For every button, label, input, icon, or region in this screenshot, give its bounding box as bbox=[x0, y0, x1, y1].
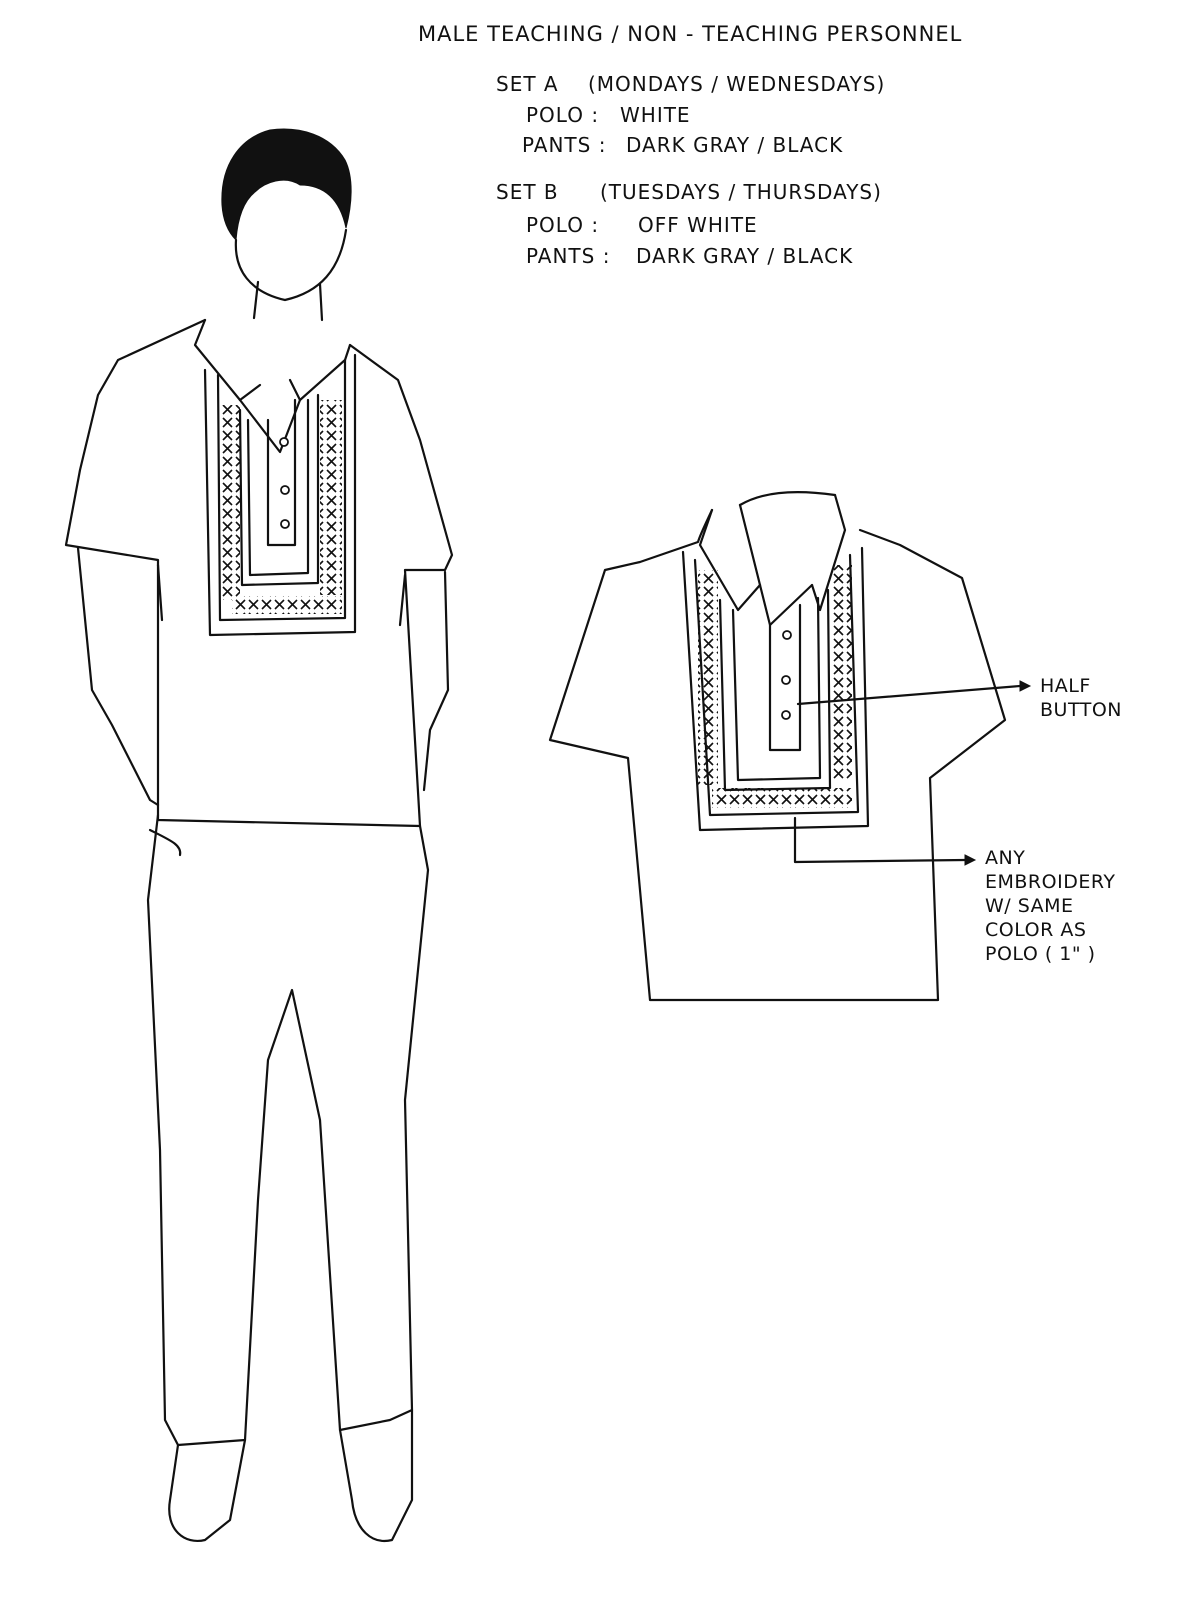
embroidery-line-1: ANY bbox=[985, 847, 1026, 869]
set-b-polo-value: OFF WHITE bbox=[638, 213, 758, 237]
set-b-heading: SET B bbox=[496, 180, 559, 204]
half-button-line-2: BUTTON bbox=[1040, 699, 1122, 721]
embroidery-line-4: COLOR AS bbox=[985, 919, 1087, 941]
embroidery-line-5: POLO ( 1" ) bbox=[985, 943, 1096, 965]
set-a-pants-value: DARK GRAY / BLACK bbox=[626, 133, 844, 157]
half-button-line-1: HALF bbox=[1040, 675, 1091, 697]
set-a-pants-label: PANTS : bbox=[522, 133, 607, 157]
page-title: MALE TEACHING / NON - TEACHING PERSONNEL bbox=[418, 22, 963, 46]
polo-detail bbox=[550, 492, 1030, 1000]
hair bbox=[222, 129, 351, 240]
full-figure bbox=[66, 129, 452, 1541]
embroidery-line-2: EMBROIDERY bbox=[985, 871, 1116, 893]
set-a-polo-value: WHITE bbox=[620, 103, 691, 127]
set-b-days: (TUESDAYS / THURSDAYS) bbox=[600, 180, 882, 204]
embroidery-line-3: W/ SAME bbox=[985, 895, 1074, 917]
set-b-pants-label: PANTS : bbox=[526, 244, 611, 268]
set-b-pants-value: DARK GRAY / BLACK bbox=[636, 244, 854, 268]
pants-outline bbox=[148, 815, 428, 1445]
set-b-polo-label: POLO : bbox=[526, 213, 600, 237]
set-a-polo-label: POLO : bbox=[526, 103, 600, 127]
set-a-heading: SET A bbox=[496, 72, 559, 96]
set-a-days: (MONDAYS / WEDNESDAYS) bbox=[588, 72, 886, 96]
face bbox=[236, 230, 346, 300]
